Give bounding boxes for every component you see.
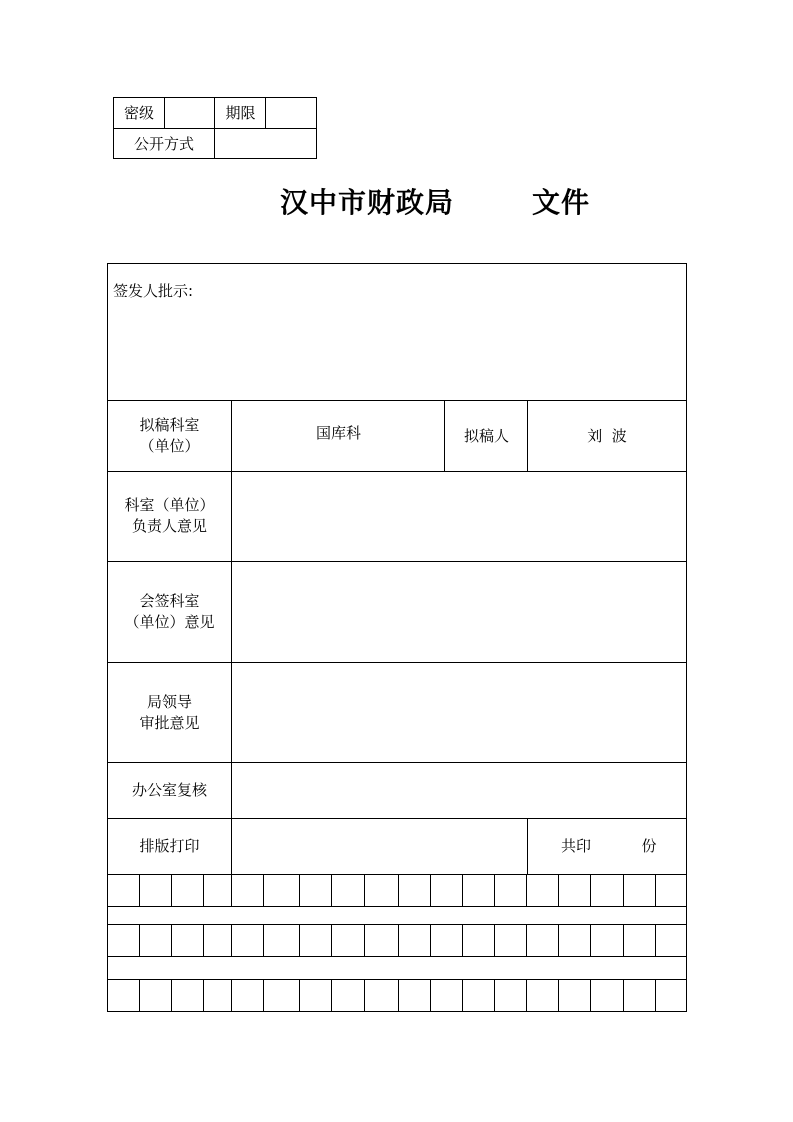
- grid-cell[interactable]: [495, 925, 526, 956]
- grid-cell[interactable]: [332, 980, 364, 1011]
- grid-cell[interactable]: [624, 980, 655, 1011]
- grid-cell[interactable]: [463, 980, 494, 1011]
- typeset-field[interactable]: [232, 818, 527, 874]
- office-review-label: 办公室复核: [131, 781, 207, 799]
- grid-cell[interactable]: [624, 875, 655, 906]
- grid-cell[interactable]: [431, 925, 462, 956]
- grid-cell[interactable]: [591, 925, 623, 956]
- drafter-value[interactable]: 刘 波: [587, 426, 627, 445]
- grid-cell[interactable]: [365, 980, 398, 1011]
- office-review-field[interactable]: [232, 763, 686, 818]
- dept-head-label: 科室（单位） 负责人意见: [124, 496, 215, 535]
- grid-cell[interactable]: [495, 875, 526, 906]
- grid-cell[interactable]: [204, 980, 231, 1011]
- disclosure-field[interactable]: [215, 129, 317, 159]
- grid-cell[interactable]: [399, 980, 430, 1011]
- disclosure-label: 公开方式: [133, 134, 194, 153]
- signer-instruction-area[interactable]: [108, 305, 686, 399]
- copies-suffix: 份: [641, 836, 657, 855]
- period-label: 期限: [225, 103, 256, 122]
- typeset-label: 排版打印: [139, 836, 200, 855]
- grid-cell[interactable]: [232, 925, 263, 956]
- grid-cell[interactable]: [624, 925, 655, 956]
- secret-level-field[interactable]: [165, 97, 215, 129]
- org-title: 汉中市财政局: [280, 186, 455, 219]
- bureau-leader-label: 局领导 审批意见: [139, 692, 200, 732]
- grid-cell[interactable]: [172, 875, 203, 906]
- grid-cell[interactable]: [204, 925, 231, 956]
- grid-cell[interactable]: [431, 875, 462, 906]
- grid-cell[interactable]: [108, 925, 139, 956]
- grid-cell[interactable]: [527, 980, 558, 1011]
- grid-cell[interactable]: [300, 875, 331, 906]
- grid-cell[interactable]: [559, 980, 590, 1011]
- grid-cell[interactable]: [591, 980, 623, 1011]
- grid-cell[interactable]: [656, 925, 686, 956]
- grid-cell[interactable]: [656, 980, 686, 1011]
- grid-cell[interactable]: [332, 875, 364, 906]
- grid-cell[interactable]: [172, 980, 203, 1011]
- secret-level-label: 密级: [123, 103, 154, 122]
- grid-cell[interactable]: [232, 980, 263, 1011]
- grid-cell[interactable]: [140, 925, 171, 956]
- copies-prefix: 共印: [560, 836, 591, 855]
- grid-cell[interactable]: [204, 875, 231, 906]
- grid-cell[interactable]: [463, 925, 494, 956]
- grid-cell[interactable]: [463, 875, 494, 906]
- grid-cell[interactable]: [232, 875, 263, 906]
- cosign-opinion-field[interactable]: [232, 561, 686, 662]
- grid-cell[interactable]: [108, 875, 139, 906]
- grid-cell[interactable]: [300, 925, 331, 956]
- grid-cell[interactable]: [495, 980, 526, 1011]
- grid-cell[interactable]: [300, 980, 331, 1011]
- grid-cell[interactable]: [365, 925, 398, 956]
- signer-label: 签发人批示:: [113, 281, 194, 300]
- grid-cell[interactable]: [108, 980, 139, 1011]
- grid-cell[interactable]: [399, 875, 430, 906]
- grid-cell[interactable]: [591, 875, 623, 906]
- grid-cell[interactable]: [656, 875, 686, 906]
- grid-cell[interactable]: [365, 875, 398, 906]
- drafting-dept-label: 拟稿科室 （单位）: [139, 416, 200, 455]
- grid-cell[interactable]: [399, 925, 430, 956]
- grid-cell[interactable]: [527, 925, 558, 956]
- period-field[interactable]: [266, 97, 317, 129]
- grid-cell[interactable]: [140, 875, 171, 906]
- grid-cell[interactable]: [172, 925, 203, 956]
- copies-field[interactable]: [597, 830, 637, 862]
- grid-cell[interactable]: [264, 875, 299, 906]
- drafting-dept-value[interactable]: 国库科: [315, 423, 361, 442]
- drafter-label: 拟稿人: [463, 426, 509, 445]
- grid-cell[interactable]: [527, 875, 558, 906]
- grid-cell[interactable]: [264, 925, 299, 956]
- grid-cell[interactable]: [140, 980, 171, 1011]
- grid-cell[interactable]: [332, 925, 364, 956]
- dept-head-opinion-field[interactable]: [232, 471, 686, 561]
- grid-cell[interactable]: [559, 875, 590, 906]
- grid-cell[interactable]: [431, 980, 462, 1011]
- cosign-label: 会签科室 （单位）意见: [124, 591, 215, 631]
- grid-cell[interactable]: [264, 980, 299, 1011]
- grid-cell[interactable]: [559, 925, 590, 956]
- bureau-leader-opinion-field[interactable]: [232, 662, 686, 763]
- doc-title: 文件: [532, 186, 591, 219]
